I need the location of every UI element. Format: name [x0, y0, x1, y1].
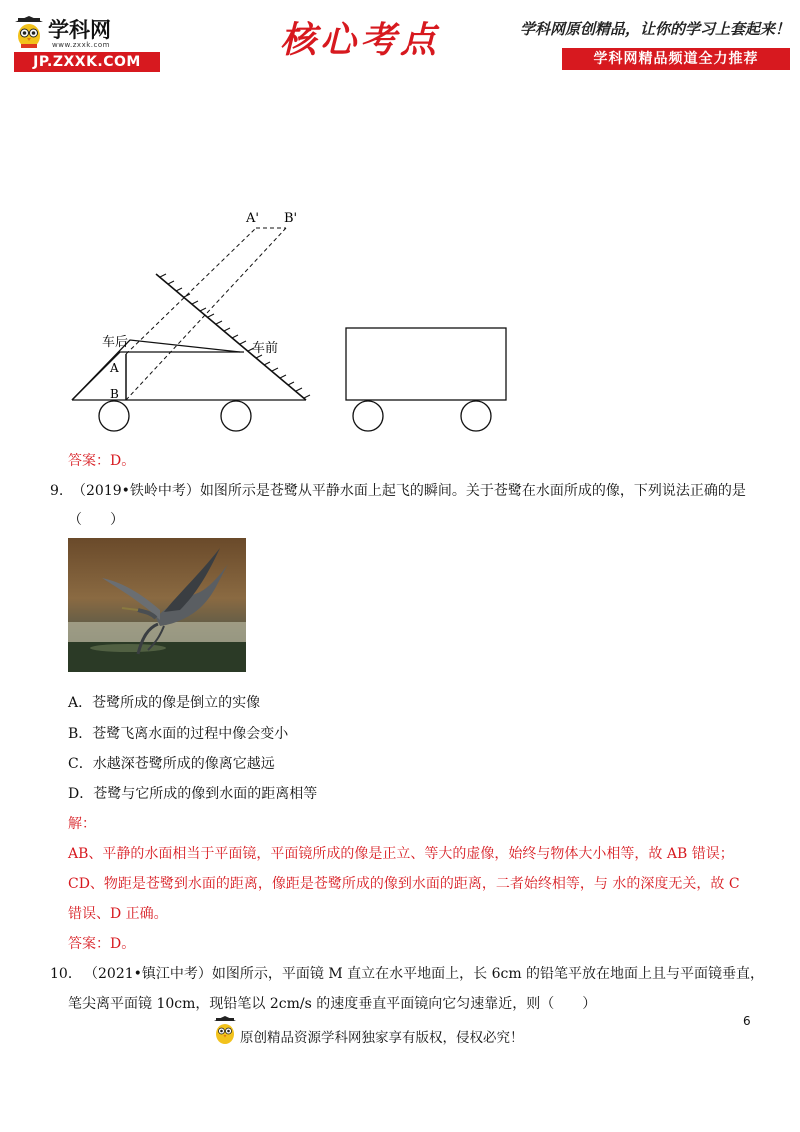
heron-photo [68, 538, 246, 672]
q9-option-b: B．苍鹭飞离水面的过程中像会变小 [68, 726, 289, 742]
label-front: 车前 [252, 341, 279, 356]
q10-stem-line1: （2021•镇江中考）如图所示，平面镜 M 直立在水平地面上，长 6cm 的铅笔平放在地面上且与平面镜垂直， [84, 966, 765, 982]
footer-owl-icon [212, 1016, 238, 1046]
car-body-outline [72, 340, 240, 400]
box-vehicle-front-wheel [461, 401, 491, 431]
label-a: A [110, 361, 119, 375]
q9-stem-line1: （2019•铁岭中考）如图所示是苍鹭从平静水面上起飞的瞬间。关于苍鹭在水面所成的像，下列说法正确的是 [72, 483, 746, 499]
q9-option-d: D．苍鹭与它所成的像到水面的距离相等 [68, 786, 318, 802]
q9-option-c: C．水越深苍鹭所成的像离它越远 [68, 756, 275, 772]
q10-number: 10． [50, 966, 82, 982]
front-wheel [221, 401, 251, 431]
footer-copyright: 原创精品资源学科网独家享有版权，侵权必究！ [240, 1030, 524, 1046]
windshield-hatching [160, 274, 310, 398]
logo-name: 学科网 [48, 18, 111, 42]
q9-solution-line3: 错误、D 正确。 [68, 906, 168, 922]
page-number: 6 [743, 1014, 751, 1028]
q10-stem-line2: 笔尖离平面镜 10cm，现铅笔以 2cm/s 的速度垂直平面镜向它匀速靠近，则（ ） [68, 996, 597, 1012]
box-vehicle-body [346, 328, 506, 400]
q9-solution-line2: CD、物距是苍鹭到水面的距离，像距是苍鹭所成的像到水面的距离，二者始终相等，与 水的深度无关，故 C [68, 876, 740, 892]
label-a-prime: A' [246, 211, 259, 226]
rear-wheel [99, 401, 129, 431]
logo-domain: www.zxxk.com [52, 41, 110, 49]
header-slogan: 学科网原创精品，让你的学习上套起来！ [520, 20, 791, 38]
q9-number: 9. [50, 483, 64, 499]
box-vehicle-rear-wheel [353, 401, 383, 431]
label-b-prime: B' [284, 211, 298, 226]
logo-url-banner: JP.ZXXK.COM [14, 52, 160, 72]
image-construction-lines [126, 228, 286, 400]
inclined-windshield [156, 274, 306, 400]
site-logo[interactable] [12, 14, 162, 74]
q9-solution-line1: AB、平静的水面相当于平面镜，平面镜所成的像是正立、等大的虚像，始终与物体大小相等，故 AB 错误； [68, 846, 734, 862]
q8-answer: 答案：D。 [68, 453, 136, 469]
car-rear-edge [72, 352, 130, 400]
label-rear: 车后 [102, 335, 129, 350]
owl-mascot-icon [12, 16, 46, 50]
header-ribbon: 学科网精品频道全力推荐 [562, 48, 790, 70]
q9-stem-line2: （ ） [68, 512, 124, 528]
header-title: 核心考点 [280, 19, 441, 61]
q9-answer: 答案：D。 [68, 936, 136, 952]
q9-option-a: A．苍鹭所成的像是倒立的实像 [68, 695, 261, 711]
label-b: B [110, 387, 119, 401]
q9-solution-label: 解： [68, 816, 96, 832]
car-window-reflection-diagram [60, 200, 520, 440]
